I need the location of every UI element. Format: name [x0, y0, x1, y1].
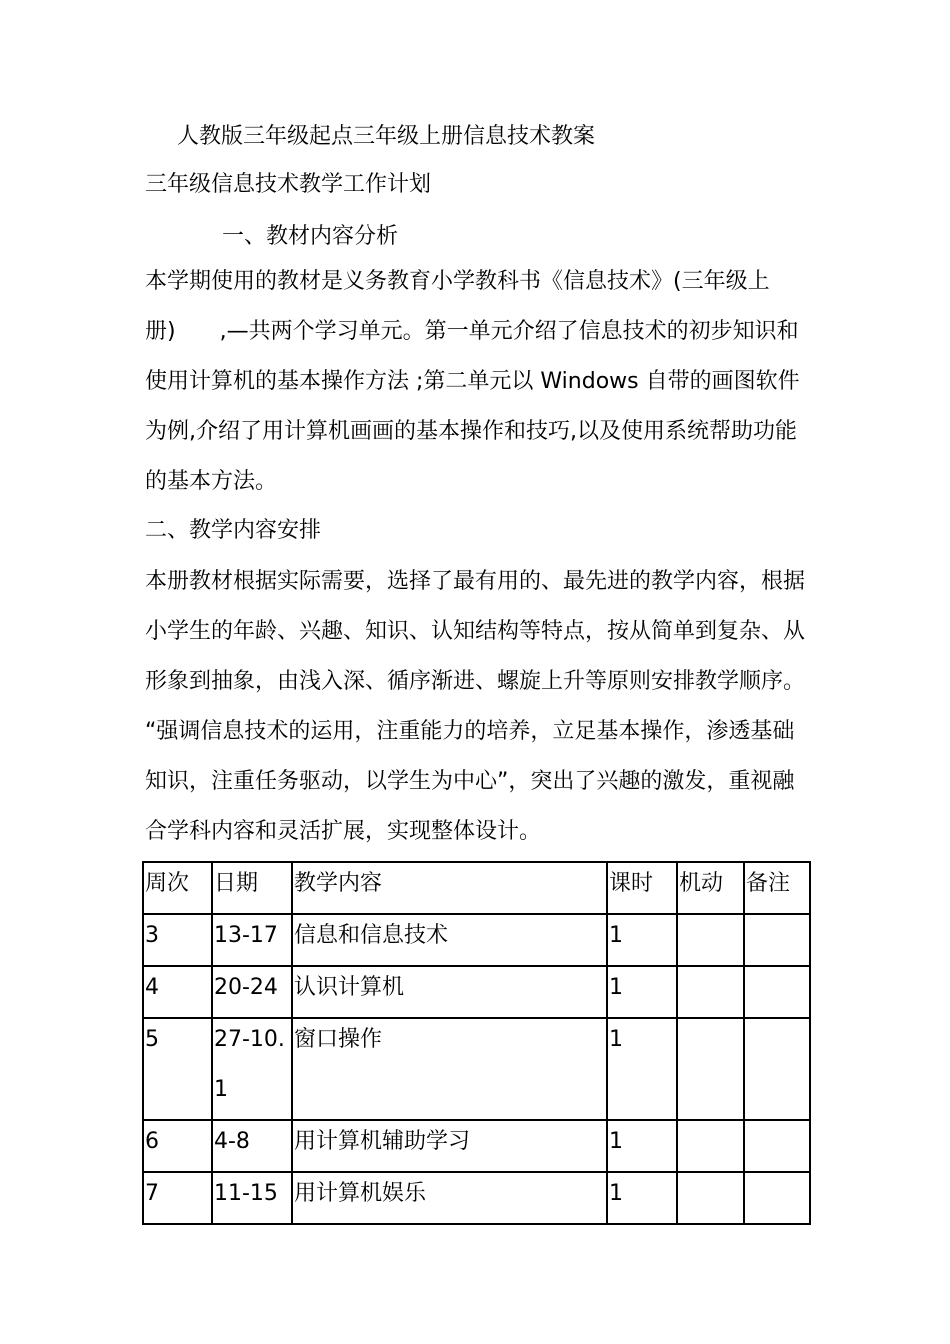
- cell-flex: [677, 914, 744, 966]
- paragraph-line: 形象到抽象，由浅入深、循序渐进、螺旋上升等原则安排教学顺序。: [145, 669, 806, 694]
- cell-hours: 1: [607, 1018, 677, 1120]
- paragraph-line: 使用计算机的基本操作方法 ;第二单元以 Windows 自带的画图软件: [145, 369, 800, 394]
- paragraph-line: 知识，注重任务驱动，以学生为中心”，突出了兴趣的激发，重视融: [145, 769, 795, 794]
- table-row: [143, 1172, 810, 1224]
- cell-week: 5: [143, 1018, 212, 1120]
- cell-content: 信息和信息技术: [292, 914, 607, 966]
- cell-note: [744, 1120, 810, 1172]
- cell-date: 27-10.1: [212, 1018, 292, 1120]
- cell-week: 4: [143, 966, 212, 1018]
- header-flex: 机动: [677, 862, 744, 914]
- cell-hours: 1: [607, 1120, 677, 1172]
- table-row: [143, 914, 810, 966]
- cell-week: 7: [143, 1172, 212, 1224]
- paragraph-line: 册) ,—共两个学习单元。第一单元介绍了信息技术的初步知识和: [145, 319, 799, 344]
- cell-content: 用计算机辅助学习: [292, 1120, 607, 1172]
- schedule-table: [142, 861, 811, 1225]
- paragraph-line: 合学科内容和灵活扩展，实现整体设计。: [145, 819, 542, 844]
- cell-flex: [677, 1172, 744, 1224]
- cell-content: 窗口操作: [292, 1018, 607, 1120]
- cell-flex: [677, 1018, 744, 1120]
- header-content: 教学内容: [292, 862, 607, 914]
- cell-note: [744, 966, 810, 1018]
- paragraph-material-analysis: [145, 257, 810, 507]
- table-row: [143, 966, 810, 1018]
- cell-hours: 1: [607, 914, 677, 966]
- table-header-row: [143, 862, 810, 914]
- cell-content: 用计算机娱乐: [292, 1172, 607, 1224]
- cell-note: [744, 1018, 810, 1120]
- cell-date: 4-8: [212, 1120, 292, 1172]
- cell-hours: 1: [607, 966, 677, 1018]
- document-title: 人教版三年级起点三年级上册信息技术教案: [177, 124, 596, 149]
- paragraph-line: 小学生的年龄、兴趣、知识、认知结构等特点，按从简单到复杂、从: [145, 619, 806, 644]
- section-heading-material-analysis: 一、教材内容分析: [222, 224, 399, 249]
- plan-title: 三年级信息技术教学工作计划: [145, 172, 432, 197]
- cell-flex: [677, 966, 744, 1018]
- paragraph-line: “强调信息技术的运用，注重能力的培养，立足基本操作，渗透基础: [145, 719, 795, 744]
- cell-flex: [677, 1120, 744, 1172]
- cell-week: 6: [143, 1120, 212, 1172]
- header-note: 备注: [744, 862, 810, 914]
- cell-date: 20-24: [212, 966, 292, 1018]
- header-hours: 课时: [607, 862, 677, 914]
- section-heading-content-arrangement: 二、教学内容安排: [145, 518, 322, 543]
- paragraph-line: 为例,介绍了用计算机画画的基本操作和技巧,以及使用系统帮助功能: [145, 419, 797, 444]
- cell-note: [744, 1172, 810, 1224]
- table-row: [143, 1018, 810, 1120]
- cell-note: [744, 914, 810, 966]
- cell-week: 3: [143, 914, 212, 966]
- cell-hours: 1: [607, 1172, 677, 1224]
- cell-content: 认识计算机: [292, 966, 607, 1018]
- header-week: 周次: [143, 862, 212, 914]
- paragraph-content-arrangement: [145, 557, 810, 857]
- paragraph-line: 本册教材根据实际需要，选择了最有用的、最先进的教学内容，根据: [145, 569, 806, 594]
- header-date: 日期: [212, 862, 292, 914]
- paragraph-line: 的基本方法。: [145, 469, 278, 494]
- table-row: [143, 1120, 810, 1172]
- cell-date: 11-15: [212, 1172, 292, 1224]
- paragraph-line: 本学期使用的教材是义务教育小学教科书《信息技术》(三年级上: [145, 269, 770, 294]
- cell-date: 13-17: [212, 914, 292, 966]
